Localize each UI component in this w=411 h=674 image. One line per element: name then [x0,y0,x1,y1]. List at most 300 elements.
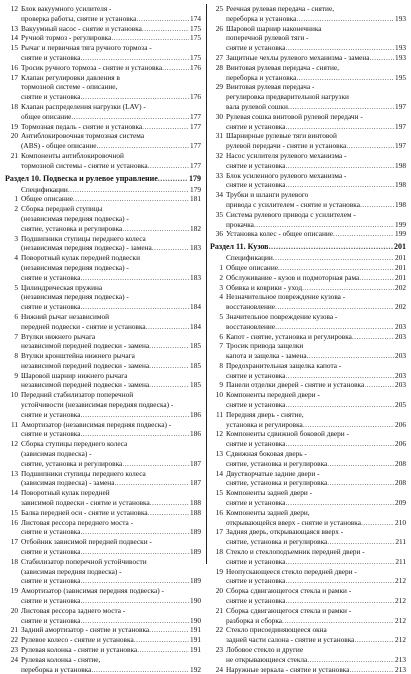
dot-leader [97,141,190,151]
page-number: 177 [190,160,201,170]
page-number: 203 [395,321,406,331]
toc-entry [5,390,201,400]
toc-entry [5,131,201,141]
toc-entry [210,312,406,322]
entry-title: Шарнирные рулевые тяги винтовой [226,131,337,141]
dot-leader [285,576,394,586]
page-number: 188 [190,507,201,517]
toc-entry [210,302,406,312]
entry-title: Стабилизатор поперечной устойчивости [21,556,147,566]
entry-number: 19 [10,586,18,596]
toc-entry [210,53,406,63]
toc-entry [210,253,406,263]
toc-entry [5,234,201,244]
dot-leader [285,400,394,410]
entry-title: снятие и установка [226,121,286,131]
entry-number: 32 [215,150,223,160]
toc-entry [210,351,406,361]
entry-title: снятие и установка [226,498,286,508]
entry-title: Стекло и стеклоподъемник передней двери - [226,547,365,557]
entry-title: Втулки кронштейна нижнего рычага [21,351,135,361]
page-number: 201 [395,262,406,272]
entry-number: 16 [215,507,223,517]
entry-number: 22 [10,635,18,645]
entry-number: 12 [10,439,18,449]
entry-title: (независимая передняя подвеска) - [21,262,129,272]
entry-title: (зависимая передняя подвеска) - [21,566,122,576]
toc-entry [210,210,406,220]
entry-title: независимой передней подвески - замена [21,360,150,370]
toc-entry [5,498,201,508]
page-number: 201 [395,272,406,282]
dot-leader [80,92,189,102]
page-number: 212 [395,635,406,645]
toc-entry [210,24,406,34]
page-number: 191 [190,635,201,645]
entry-title: Амортизатор (зависимая передняя подвеска) - [21,586,164,596]
entry-number: 11 [215,409,223,419]
page-number: 206 [395,419,406,429]
toc-entry [210,625,406,635]
entry-number: 3 [14,233,18,243]
toc-entry [5,429,201,439]
entry-number: 23 [215,645,223,654]
entry-title: Балка передней оси - снятие и установка [21,507,148,517]
toc-entry [210,63,406,73]
toc-entry [210,518,406,528]
page-number: 175 [190,33,201,43]
toc-entry [210,151,406,161]
toc-entry [210,616,406,626]
toc-entry [210,322,406,332]
dot-leader [80,527,189,537]
page-number: 187 [190,458,201,468]
dot-leader [285,43,394,53]
page-number: 184 [190,302,201,312]
dot-leader [327,537,394,547]
page-number: 184 [190,321,201,331]
entry-title: Винтовая рулевая передача - снятие, [226,62,339,72]
entry-title: снятие и установка [226,439,286,449]
entry-number: 13 [10,468,18,478]
entry-title: снятие и установка [21,302,81,312]
toc-entry [210,537,406,547]
entry-number: 15 [10,507,18,517]
entry-title: (зависимая подвеска) - замена [21,478,115,488]
toc-entry [210,33,406,43]
entry-title: Подшипники ступицы переднего колеса [21,468,146,478]
toc-entry [5,322,201,332]
entry-title: Насос усилителя рулевого механизма - [226,150,347,160]
toc-entry [210,478,406,488]
toc-entry [210,488,406,498]
entry-title: Блок усиленного рулевого механизма - [226,170,347,180]
toc-entry [5,380,201,390]
column-divider [206,4,207,564]
entry-number: 14 [10,488,18,498]
dot-leader [285,180,394,190]
page-number: 199 [395,229,406,239]
dot-leader [349,665,394,674]
toc-entry [5,645,201,655]
page-number: 212 [395,576,406,586]
entry-number: 24 [10,654,18,664]
entry-title: Трубки и шланги рулевого [226,190,309,200]
entry-number: 5 [14,282,18,292]
entry-title: Рулевая колонка - снятие, [21,654,101,664]
toc-entry [210,73,406,83]
entry-title: задней части салона - снятие и установка [226,635,355,645]
entry-title: переборка и установка [21,664,92,674]
page-number: 193 [395,13,406,23]
toc-entry [210,567,406,577]
page-number: 183 [190,272,201,282]
page-number: 203 [395,370,406,380]
entry-title: Поворотный кулак передней [21,488,110,498]
page-number: 191 [190,645,201,654]
entry-number: 11 [10,419,18,429]
entry-title: снятие и установка [21,92,81,102]
toc-entry [210,576,406,586]
toc-entry [5,459,201,469]
dot-leader [296,73,394,83]
dot-leader [285,161,394,171]
page-number: 189 [190,527,201,537]
entry-title: поперечной рулевой тяги - [226,33,309,43]
entry-number: 14 [10,33,18,43]
toc-entry [210,606,406,616]
entry-number: 31 [215,131,223,141]
toc-entry [5,292,201,302]
page-number: 186 [190,429,201,439]
section-heading [210,241,406,253]
page-number: 210 [395,517,406,527]
entry-title: Сборка передней ступицы [21,204,103,214]
toc-entry [210,190,406,200]
dot-leader [80,53,189,63]
entry-title: Клапан распределения нагрузки (LAV) - [21,101,146,111]
toc-entry [5,224,201,234]
dot-leader [80,429,189,439]
page-number: 175 [190,23,201,33]
page-number: 193 [395,43,406,53]
entry-title: Обслуживание - кузов и подмоторная рама [226,272,360,282]
entry-number: 4 [14,253,18,263]
entry-title: Вакуумный насос - снятие и установка [21,23,142,33]
entry-title: снятие и установка [226,160,286,170]
entry-title: Листовая рессора переднего моста - [21,517,134,527]
entry-title: Двустворчатые задние двери - [226,468,320,478]
toc-entry [5,351,201,361]
entry-title: Общее описание [21,194,73,204]
entry-title: снятие и установка [226,400,286,410]
entry-title: Спецификации [21,184,68,194]
page-number: 177 [190,121,201,131]
entry-title: тормозной системе - описание, [21,82,118,92]
entry-number: 17 [10,537,18,547]
toc-entry [5,14,201,24]
toc-entry [5,204,201,214]
page-number: 175 [190,52,201,62]
dot-leader [80,576,189,586]
toc-entry [5,141,201,151]
entry-title: снятие и установка [226,370,286,380]
dot-leader [73,194,189,204]
toc-entry [5,273,201,283]
toc-entry [210,645,406,655]
entry-title: Спецификации [226,253,273,263]
toc-entry [5,567,201,577]
page-number: 205 [395,400,406,410]
dot-leader [122,459,189,469]
entry-title: снятие и установка [226,576,286,586]
entry-title: Шаровой шарнир нижнего рычага [21,370,128,380]
toc-entry [5,63,201,73]
toc-entry [210,220,406,230]
entry-number: 35 [215,209,223,219]
toc-entry [5,557,201,567]
entry-title: Цилиндрическая пружина [21,282,103,292]
page-number: 181 [190,194,201,204]
dot-leader [285,498,394,508]
dot-leader [80,410,189,420]
page-number: 198 [395,199,406,209]
page-number: 198 [395,180,406,190]
entry-title: переборка и установка [226,72,297,82]
entry-number: 3 [219,282,223,292]
page-number: 211 [395,537,406,547]
toc-entry [5,112,201,122]
page-number: 203 [395,380,406,390]
dot-leader [68,185,189,195]
toc-entry [5,214,201,224]
toc-entry [5,606,201,616]
entry-title: Сдвижная боковая дверь - [226,449,307,459]
dot-leader [254,220,394,230]
page-number: 209 [395,498,406,508]
page-number: 202 [395,282,406,292]
entry-title: снятие и установка [21,429,81,439]
page-number: 213 [395,664,406,674]
entry-title: установка и регулировка [226,419,303,429]
entry-title: Наружные зеркала - снятие и установка [226,664,350,674]
dot-leader [307,655,394,665]
toc-entry [5,92,201,102]
toc-entry [210,596,406,606]
toc-entry [210,439,406,449]
page-number: 176 [190,62,201,72]
page-number: 174 [190,13,201,23]
entry-title: Сборка сдвигающегося стекла и рамки - [226,586,352,596]
dot-leader [142,122,189,132]
dot-leader [288,102,394,112]
entry-title: Панели отделки дверей - снятие и установка [226,380,365,390]
dot-leader [146,322,189,332]
dot-leader [370,53,395,63]
page-number: 197 [395,121,406,131]
entry-number: 18 [215,547,223,557]
entry-title: (независимая передняя подвеска) - [21,213,129,223]
entry-title: Винтовая рулевая передача - [226,82,315,92]
toc-entry [210,449,406,459]
toc-entry [5,488,201,498]
toc-entry [5,161,201,171]
dot-leader [148,508,189,518]
dot-leader [275,322,394,332]
entry-title: Компоненты антиблокировочной [21,150,124,160]
entry-number: 24 [215,664,223,674]
dot-leader [346,141,394,151]
toc-entry [5,655,201,665]
entry-title: зависимой подвески - снятие и установка [21,498,150,508]
entry-title: (ABS) - общее описание [21,141,97,151]
entry-title: (независимая передняя подвеска) - [21,292,129,302]
toc-entry [5,24,201,34]
entry-number: 17 [10,72,18,82]
entry-number: 15 [215,488,223,498]
entry-title: Раздел 10. Подвеска и рулевое управление [5,173,158,183]
toc-entry [5,596,201,606]
toc-entry [210,82,406,92]
entry-title: Обивка и коврики - уход [226,282,303,292]
entry-number: 13 [215,449,223,459]
entry-title: Капот - снятие, установка и регулировка [226,331,352,341]
entry-number: 28 [215,62,223,72]
entry-title: разборка и сборка [226,615,283,625]
entry-title: Защитные чехлы рулевого механизма - замена [226,52,370,62]
toc-entry [210,273,406,283]
dot-leader [149,380,189,390]
toc-entry [5,576,201,586]
toc-entry [210,498,406,508]
toc-entry [210,200,406,210]
entry-title: Втулки нижнего рычага [21,331,96,341]
entry-title: снятие и установка [21,547,81,557]
toc-entry [210,14,406,24]
toc-entry [210,400,406,410]
entry-number: 19 [215,566,223,576]
entry-title: Листовая рессора заднего моста - [21,605,126,615]
entry-title: регулировка предварительной нагрузки [226,92,349,102]
entry-title: тормозной системы - снятие и установка [21,160,148,170]
entry-title: устойчивости (независимая передняя подвеска) - [21,400,174,410]
entry-number: 18 [10,101,18,111]
dot-leader [285,439,394,449]
toc-entry [210,4,406,14]
entry-title: Незначительное повреждение кузова - [226,292,346,302]
page-number: 177 [190,141,201,151]
entry-title: не открывающиеся стекла [226,654,308,664]
entry-title: Значительное повреждение кузова - [226,311,338,321]
toc-entry [5,469,201,479]
toc-entry [5,400,201,410]
page-number: 188 [190,498,201,508]
entry-title: Поворотный кулак передней подвески [21,253,140,263]
page-number: 185 [190,380,201,390]
entry-title: снятие и установка [21,596,81,606]
toc-entry [210,122,406,132]
entry-title: (независимая передняя подвеска) - замена [21,243,152,253]
toc-column-right [210,4,406,674]
entry-title: Передний стабилизатор поперечной [21,390,134,400]
toc-entry [210,527,406,537]
entry-title: Стекло присоединяющееся окна [226,625,327,635]
entry-title: Шаровой шарнир наконечника [226,23,322,33]
entry-number: 12 [10,4,18,13]
page-number: 202 [395,302,406,312]
dot-leader [327,459,394,469]
entry-title: Реечная рулевая передача - снятие, [226,4,335,13]
dot-leader [80,596,189,606]
entry-title: Компоненты сдвижной боковой двери - [226,429,349,439]
entry-title: снятие и установка [226,180,286,190]
entry-number: 21 [10,625,18,635]
toc-entry [210,508,406,518]
toc-entry [210,180,406,190]
entry-title: снятие и установка [21,615,81,625]
dot-leader [285,557,394,567]
entry-number: 7 [14,331,18,341]
entry-title: снятие и установка [21,527,81,537]
entry-number: 20 [10,605,18,615]
toc-entry [5,151,201,161]
toc-entry [5,253,201,263]
toc-entry [210,112,406,122]
entry-number: 29 [215,82,223,92]
page-number: 213 [395,654,406,664]
toc-entry [5,449,201,459]
dot-leader [148,161,189,171]
toc-entry [5,665,201,674]
entry-title: передней подвески - снятие и установка [21,321,146,331]
dot-leader [303,420,394,430]
toc-entry [210,161,406,171]
toc-entry [210,229,406,239]
dot-leader [275,302,394,312]
page-number: 179 [190,184,201,194]
entry-number: 6 [14,311,18,321]
entry-title: Общее описание [226,262,278,272]
toc-entry [210,332,406,342]
toc-entry [5,410,201,420]
toc-entry [5,243,201,253]
entry-title: переборка и установка [226,13,297,23]
entry-title: Предохранительная защелка капота - [226,360,342,370]
entry-title: Рычаг и первичная тяга ручного тормоза - [21,43,152,53]
dot-leader [152,243,189,253]
dot-leader [285,122,394,132]
dot-leader [296,14,394,24]
toc-entry [5,73,201,83]
page-number: 187 [190,478,201,488]
entry-title: прокачка [226,219,254,229]
entry-title: Компоненты передней двери - [226,390,320,400]
dot-leader [134,635,189,645]
entry-title: Отбойник зависимой передней подвески - [21,537,152,547]
dot-leader [80,302,189,312]
dot-leader [162,63,189,73]
page-number: 201 [394,242,406,252]
entry-number: 33 [215,170,223,180]
entry-title: независимой передней подвески - замена [21,341,150,351]
toc-entry [5,635,201,645]
entry-number: 9 [219,380,223,390]
page-number: 186 [190,409,201,419]
entry-number: 10 [215,390,223,400]
dot-leader [114,478,189,488]
entry-number: 16 [10,517,18,527]
page-number: 185 [190,341,201,351]
